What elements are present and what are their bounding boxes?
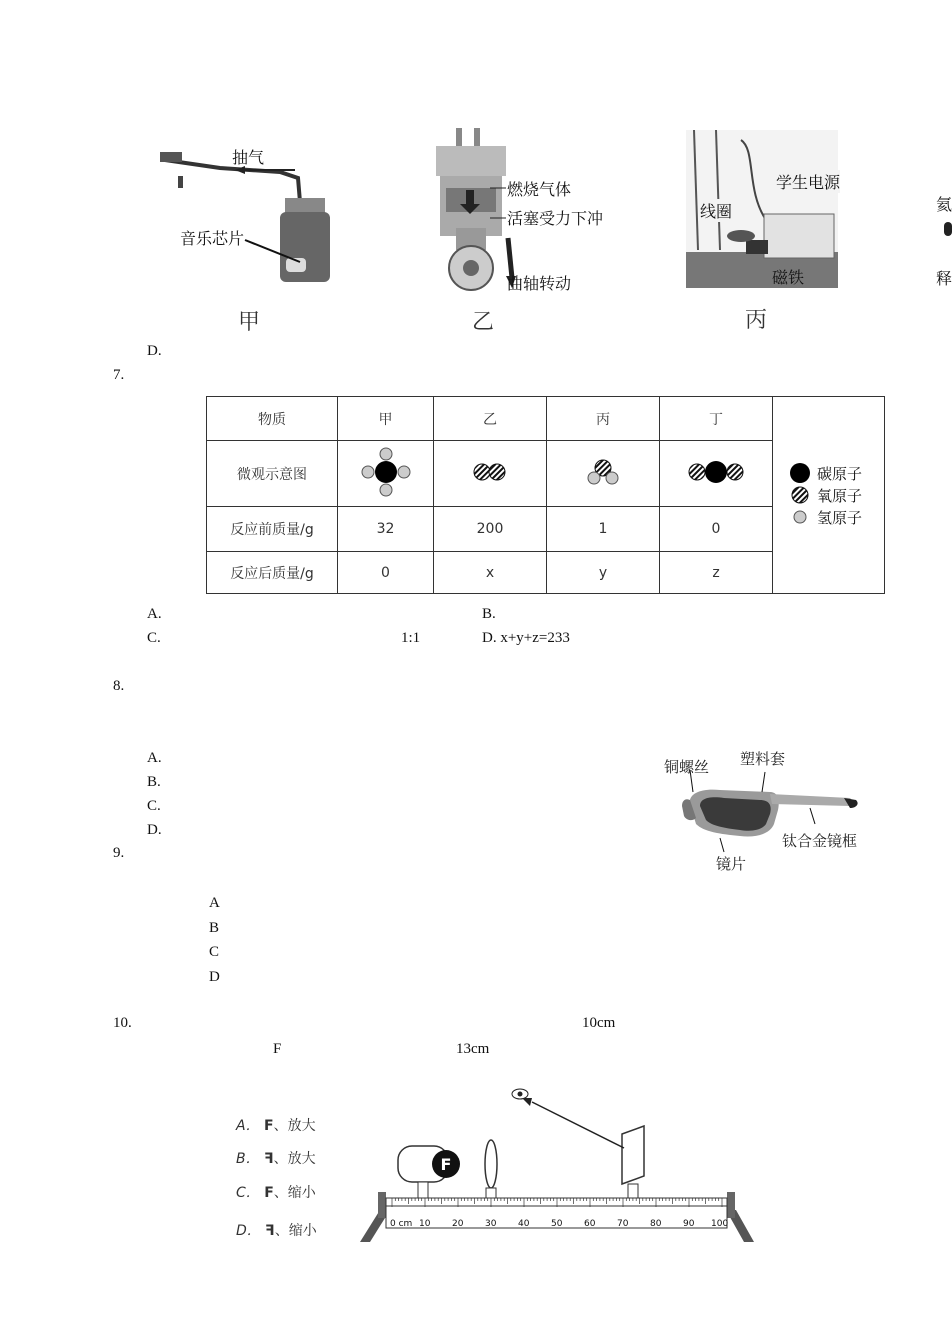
q7-value-cell: 1	[547, 507, 660, 552]
q7-legend-label: 氧原子	[817, 486, 863, 505]
q10-option-text: 、放大	[273, 1118, 316, 1134]
q7-header-cell: 物质	[207, 397, 338, 441]
q6-ding-label-a: 氦	[936, 195, 952, 214]
q8-label-lens: 镜片	[716, 855, 747, 873]
q7-option-a: A.	[147, 606, 162, 622]
q9-option-b: B	[209, 920, 220, 936]
q8-label-frame: 钛合金镜框	[782, 832, 858, 850]
q7-header-cell: 丁	[660, 397, 773, 441]
q9-option-c: C	[209, 944, 220, 960]
q7-row-label: 微观示意图	[207, 441, 338, 507]
q7-legend-cell	[773, 397, 885, 594]
methane-molecule-icon	[358, 444, 414, 500]
q10-option-text: 、缩小	[274, 1223, 317, 1239]
q10-ruler-label: 70	[617, 1219, 629, 1229]
q10-ruler-unit: 0 cm	[390, 1219, 413, 1229]
q7-molecule-bing	[547, 441, 660, 507]
q9-option-a: A	[209, 895, 220, 911]
q10-option-text: 、缩小	[273, 1185, 316, 1201]
q7-value-cell: 200	[434, 507, 547, 552]
inverted-f-icon: F	[264, 1151, 274, 1167]
q6-yi-caption: 乙	[472, 310, 495, 335]
q6-option-d: D.	[147, 343, 162, 359]
q10-ruler-label: 100	[711, 1219, 729, 1229]
q7-legend-label: 氢原子	[817, 508, 863, 527]
q8-option-a: A.	[147, 750, 162, 766]
q7-molecule-yi	[434, 441, 547, 507]
q7-value-cell: 0	[338, 552, 434, 594]
oxygen-atom-icon	[789, 484, 811, 506]
q8-option-c: C.	[147, 798, 161, 814]
q10-ruler-label: 10	[419, 1219, 431, 1229]
q7-row-label: 反应前质量/g	[207, 507, 338, 552]
q10-option-letter: C．	[236, 1185, 260, 1201]
q7-option-c: C.	[147, 630, 161, 646]
q7-header-cell: 甲	[338, 397, 434, 441]
q7-row-label: 反应后质量/g	[207, 552, 338, 594]
q10-option-letter: A．	[236, 1118, 260, 1134]
q7-value-cell: x	[434, 552, 547, 594]
q10-object-letter: F	[273, 1041, 282, 1057]
hydrogen-atom-icon	[789, 506, 811, 528]
q10-focal: 10cm	[582, 1015, 616, 1031]
q10-ruler-label: 20	[452, 1219, 464, 1229]
q8-option-d: D.	[147, 822, 162, 838]
q7-legend-oxygen	[789, 484, 884, 506]
carbon-dioxide-molecule-icon	[686, 459, 746, 485]
q6-ding-label-b: 释	[936, 269, 952, 288]
q6-bing-label-a: 学生电源	[776, 170, 840, 193]
q10-distance: 13cm	[456, 1041, 490, 1057]
q7-value-cell: y	[547, 552, 660, 594]
light-source-f-icon: F	[440, 1155, 452, 1174]
q8-label-screw: 铜螺丝	[664, 758, 710, 776]
q10-option-letter: D．	[236, 1223, 261, 1239]
q10-option-d	[236, 1220, 317, 1240]
upright-f-icon: F	[264, 1118, 274, 1134]
q8-option-b: B.	[147, 774, 161, 790]
q8-number: 8.	[113, 678, 125, 694]
q7-option-c-ratio: 1:1	[401, 630, 421, 646]
q7-legend-label: 碳原子	[817, 464, 863, 483]
q6-yi-label-a: 燃烧气体	[507, 180, 572, 199]
q7-legend-carbon	[789, 462, 884, 484]
q10-option-letter: B．	[236, 1151, 260, 1167]
q7-option-b: B.	[482, 606, 496, 622]
q6-bing-label-c: 磁铁	[772, 268, 805, 287]
q10-option-b	[236, 1148, 316, 1168]
q9-number: 9.	[113, 845, 125, 861]
q10-option-c	[236, 1182, 316, 1202]
water-molecule-icon	[583, 456, 623, 488]
q7-header-cell: 乙	[434, 397, 547, 441]
q10-ruler-label: 40	[518, 1219, 530, 1229]
q10-ruler-label: 30	[485, 1219, 497, 1229]
q7-legend-hydrogen	[789, 506, 884, 528]
q6-bing-caption: 丙	[745, 308, 768, 333]
q7-matter-table	[206, 396, 885, 594]
oxygen-molecule-icon	[470, 460, 510, 484]
q7-legend	[773, 462, 884, 528]
q10-ruler-label: 80	[650, 1219, 662, 1229]
q6-jia-label-a: 抽气	[232, 148, 265, 167]
inverted-f-icon: F	[265, 1223, 275, 1239]
upright-f-icon: F	[264, 1185, 274, 1201]
q6-yi-label-b: 活塞受力下冲	[507, 209, 604, 228]
q7-header-cell: 丙	[547, 397, 660, 441]
q6-ding-blob	[944, 222, 952, 236]
q6-jia-caption: 甲	[238, 310, 261, 335]
q6-bing-label-b: 线圈	[700, 199, 732, 222]
q10-option-a	[236, 1115, 316, 1135]
q7-number: 7.	[113, 367, 125, 383]
carbon-atom-icon	[789, 462, 811, 484]
q10-ruler-label: 50	[551, 1219, 563, 1229]
q10-option-text: 、放大	[273, 1151, 316, 1167]
q10-ruler-label: 90	[683, 1219, 695, 1229]
q8-label-sleeve: 塑料套	[740, 750, 786, 768]
q7-value-cell: 0	[660, 507, 773, 552]
q6-yi-label-c: 曲轴转动	[507, 274, 572, 293]
q7-molecule-ding	[660, 441, 773, 507]
q9-option-d: D	[209, 969, 220, 985]
q7-molecule-jia	[338, 441, 434, 507]
q7-option-d: D. x+y+z=233	[482, 630, 570, 646]
q6-jia-label-b: 音乐芯片	[180, 229, 245, 248]
q10-number: 10.	[113, 1015, 132, 1031]
q7-value-cell: 32	[338, 507, 434, 552]
q7-value-cell: z	[660, 552, 773, 594]
q10-ruler-label: 60	[584, 1219, 596, 1229]
